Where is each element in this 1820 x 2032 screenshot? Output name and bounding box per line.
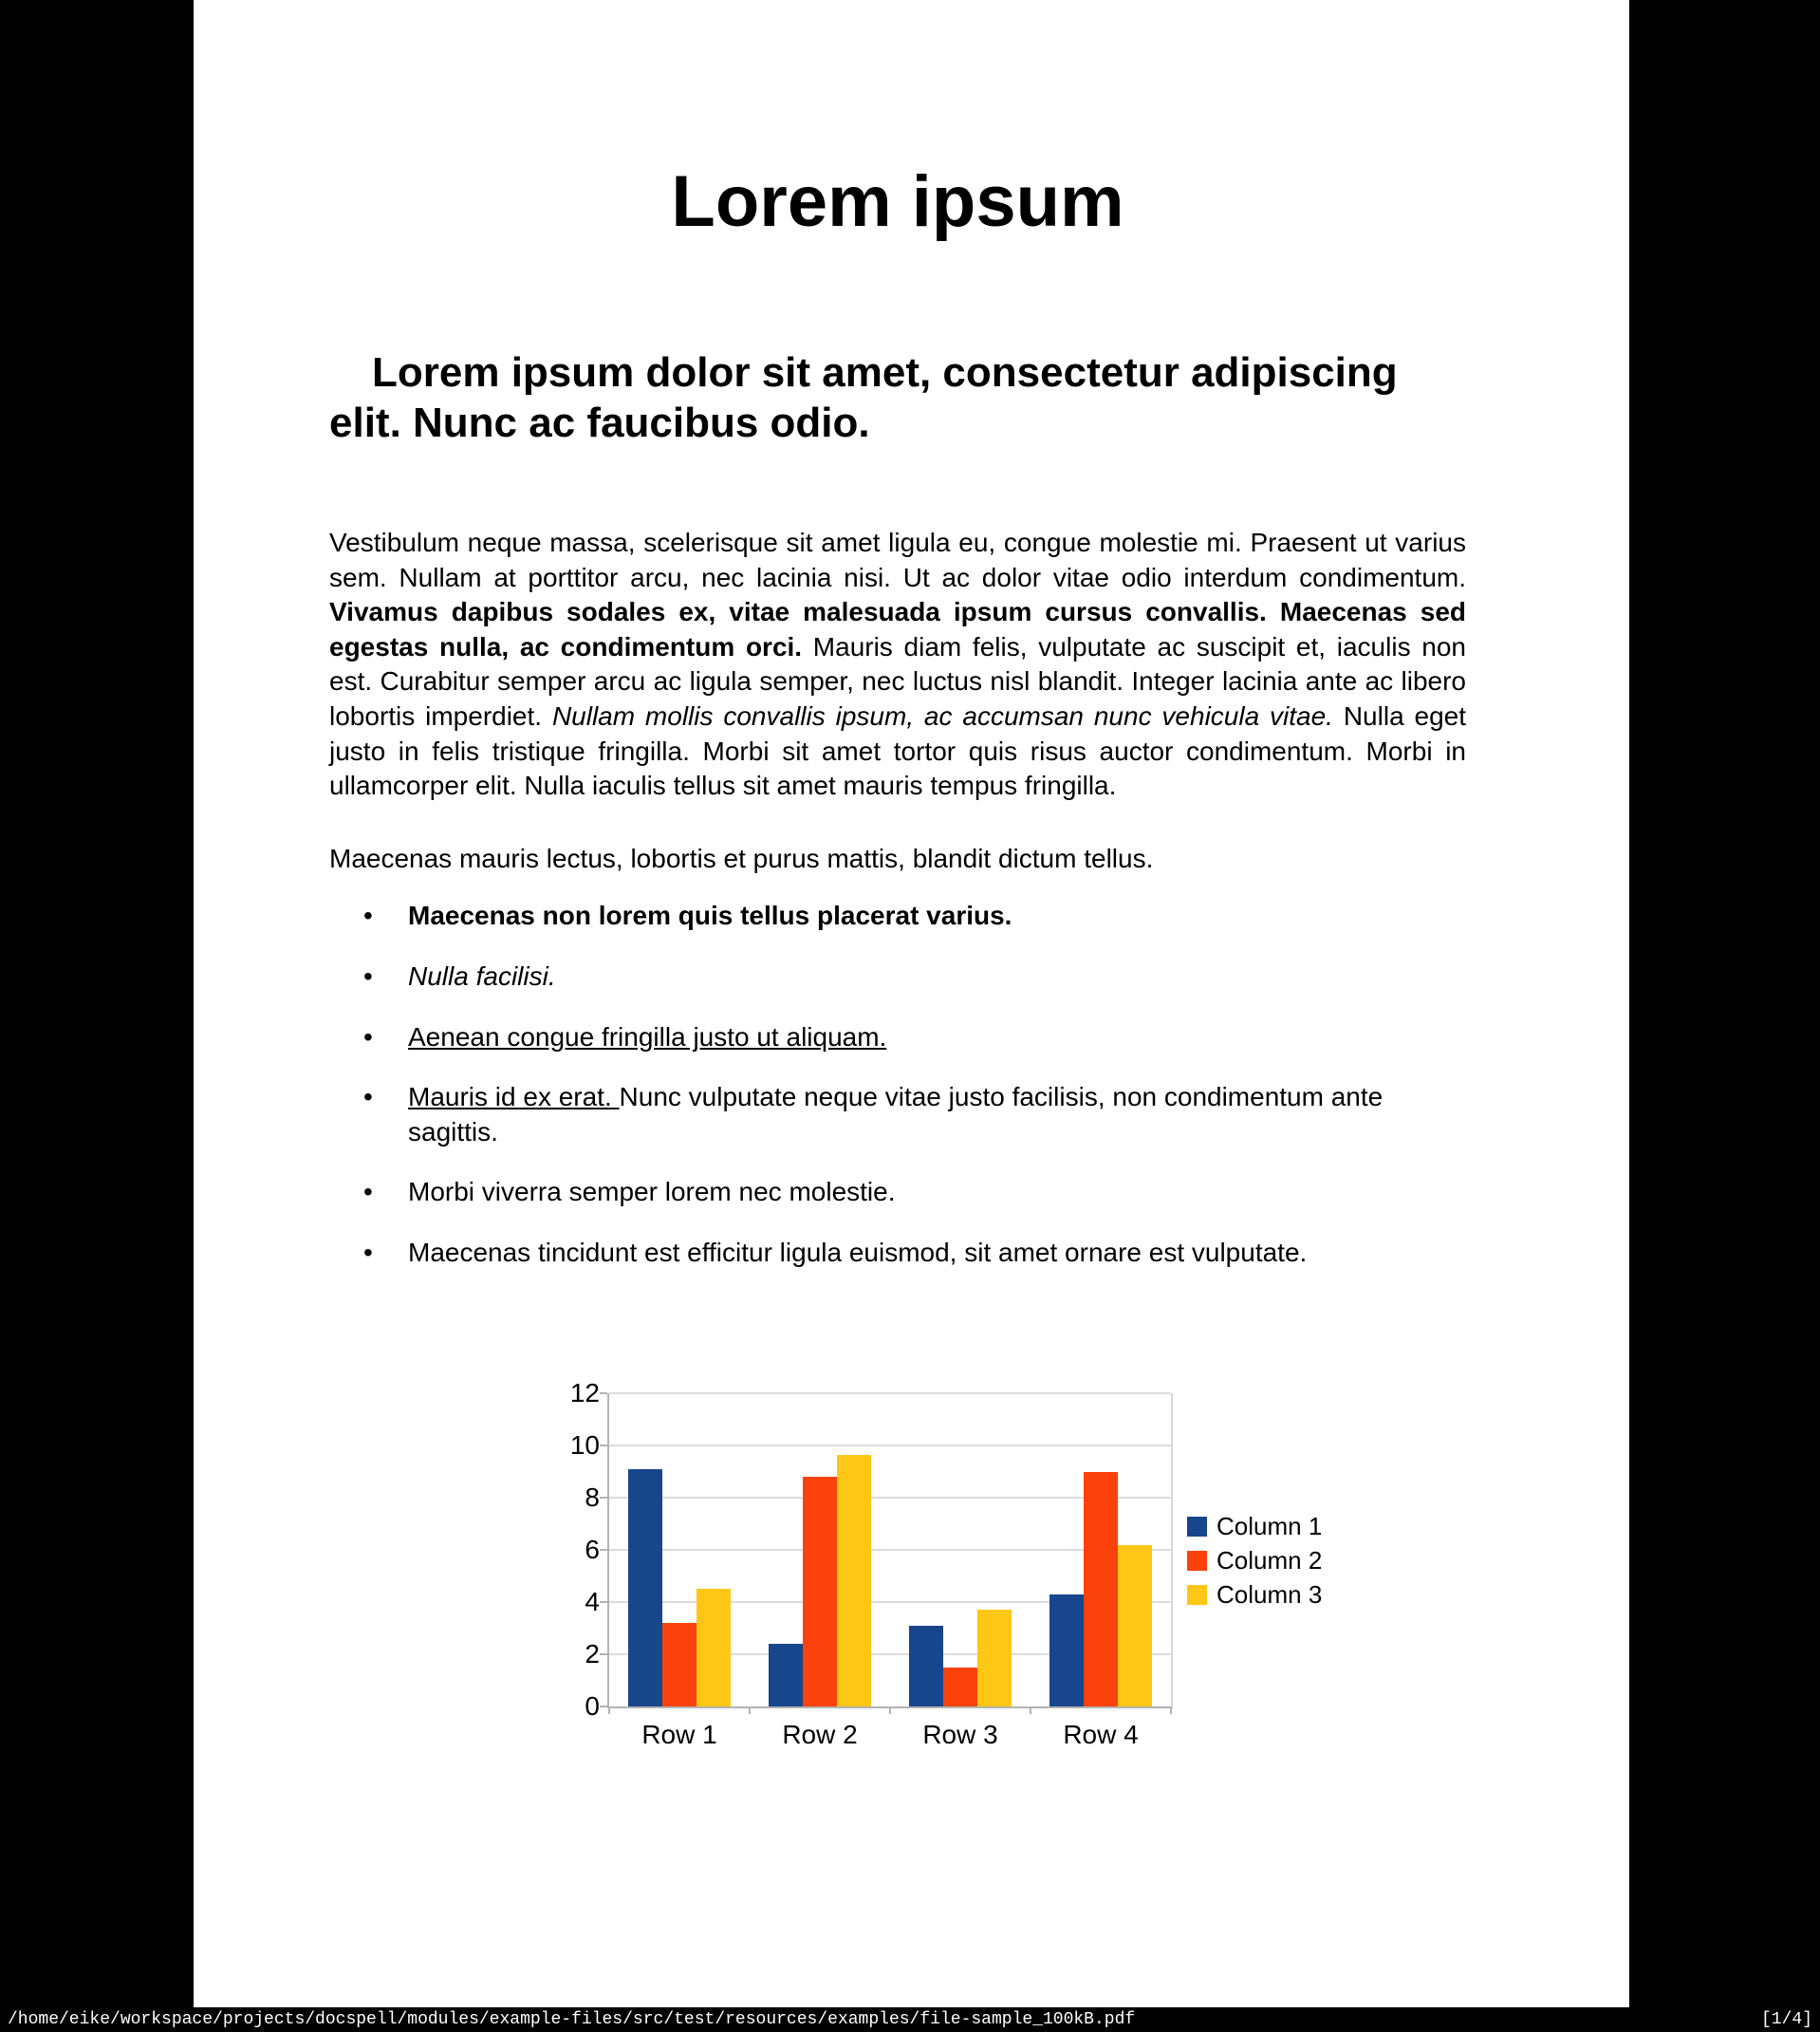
bullet-item [363,1236,1466,1271]
bullet-text [408,1080,1466,1149]
text-segment: Nulla facilisi. [408,960,556,991]
text-segment: Nulla eget justo in felis tristique fringilla. Morbi sit amet tortor quis risus auctor condimentum. Morbi in ullamcorper elit. Nulla iaculis tellus sit amet mauris tempus fringilla. [329,700,1466,801]
y-axis-label: 6 [585,1535,600,1564]
chart-legend [1187,1512,1323,1619]
x-axis-label: Row 3 [922,1720,998,1749]
y-axis-label: 0 [585,1691,600,1721]
chart-gridline [609,1445,1171,1446]
bar-column-2-row-1 [662,1623,696,1706]
bar-column-1-row-4 [1049,1594,1084,1706]
legend-entry [1187,1512,1323,1540]
paragraph-1 [329,526,1466,804]
x-axis-label: Row 1 [641,1720,717,1749]
x-axis-label: Row 2 [782,1720,858,1749]
y-axis-label: 8 [585,1482,600,1512]
bullet-text [408,960,1466,995]
bar-column-2-row-2 [803,1477,837,1706]
bar-column-2-row-3 [943,1668,977,1706]
legend-label: Column 3 [1216,1580,1323,1609]
text-segment: Nullam mollis convallis ipsum, ac accumsan nunc vehicula vitae. [551,700,1344,731]
legend-entry [1187,1580,1323,1609]
y-axis-tick [600,1601,607,1603]
chart-gridline [609,1392,1171,1394]
bar-column-2-row-4 [1084,1472,1118,1707]
pdf-page [194,0,1629,2007]
bar-column-3-row-1 [696,1589,731,1706]
statusbar [0,2007,1820,2032]
x-axis-tick [608,1706,610,1714]
legend-label: Column 1 [1216,1512,1323,1540]
text-segment: Mauris id ex erat. [408,1082,620,1112]
bullet-item [363,1020,1466,1055]
bullet-item [363,1080,1466,1149]
bullet-item [363,1175,1466,1210]
bullet-list [329,899,1466,1270]
legend-swatch-icon [1187,1551,1207,1571]
legend-label: Column 2 [1216,1546,1323,1575]
bar-column-3-row-4 [1118,1545,1152,1707]
bullet-text [408,899,1466,934]
bar-column-1-row-2 [769,1644,803,1706]
bullet-item [363,899,1466,934]
y-axis-tick [600,1392,607,1394]
y-axis-tick [600,1653,607,1655]
y-axis-label: 12 [569,1378,600,1407]
file-path: /home/eike/workspace/projects/docspell/modules/example-files/src/test/resources/examples/file-sample_100kB.pdf [8,2010,1136,2029]
document-heading: Lorem ipsum dolor sit amet, consectetur adipiscing elit. Nunc ac faucibus odio. [329,349,1398,446]
x-axis-tick [1030,1706,1031,1714]
bar-chart [569,1370,1366,1778]
bullet-dot-icon: • [363,1021,373,1052]
bar-column-1-row-1 [628,1469,662,1706]
bullet-text [408,1020,1466,1055]
y-axis-tick [600,1497,607,1499]
bar-column-3-row-2 [837,1455,871,1706]
bullet-item [363,960,1466,995]
text-segment: Maecenas non lorem quis tellus placerat varius. [408,901,1012,931]
paragraph-2: Maecenas mauris lectus, lobortis et purus mattis, blandit dictum tellus. [329,843,1154,873]
text-segment: Maecenas tincidunt est efficitur ligula euismod, sit amet ornare est vulputate. [408,1237,1308,1267]
y-axis-tick [600,1549,607,1551]
text-segment: Mauris diam felis, vulputate ac suscipit et, iaculis non est. Curabitur semper arcu ac ligula semper, nec luctus nisl blandit. Integer lacinia ante ac libero lobortis imperdiet. [329,631,1466,731]
bullet-text [408,1236,1466,1271]
document-title: Lorem ipsum [671,161,1124,242]
x-axis-label: Row 4 [1063,1720,1139,1749]
y-axis-tick [600,1445,607,1446]
y-axis-label: 2 [585,1639,600,1668]
x-axis-tick [1170,1706,1172,1714]
page-content [194,0,1629,1271]
legend-swatch-icon [1187,1585,1207,1605]
y-axis-tick [600,1706,607,1707]
y-axis-label: 10 [569,1430,600,1460]
text-segment: Aenean congue fringilla justo ut aliquam. [408,1021,887,1052]
legend-entry [1187,1546,1323,1575]
bullet-text [408,1175,1466,1210]
text-segment: Nunc vulputate neque vitae justo facilisis, non condimentum ante sagittis. [408,1082,1384,1146]
bullet-dot-icon: • [363,901,373,931]
legend-swatch-icon [1187,1517,1207,1537]
page-indicator: [1/4] [1760,2010,1812,2029]
bar-column-3-row-3 [977,1610,1012,1706]
bullet-dot-icon: • [363,1082,373,1112]
bullet-dot-icon: • [363,1237,373,1267]
x-axis-tick [749,1706,751,1714]
text-segment: Vestibulum neque massa, scelerisque sit amet ligula eu, congue molestie mi. Praesent ut varius sem. Nullam at porttitor arcu, nec lacinia nisi. Ut ac dolor vitae odio interdum condimentum. [329,528,1466,592]
bullet-dot-icon: • [363,1177,373,1207]
text-segment: Morbi viverra semper lorem nec molestie. [408,1177,896,1207]
y-axis-label: 4 [585,1587,600,1616]
text-segment: Vivamus dapibus sodales ex, vitae malesuada ipsum cursus convallis. Maecenas sed egestas nulla, ac condimentum orci. [329,597,1466,662]
x-axis-tick [889,1706,891,1714]
bar-column-1-row-3 [909,1626,943,1706]
chart-plot-area [569,1378,1173,1749]
bullet-dot-icon: • [363,960,373,991]
